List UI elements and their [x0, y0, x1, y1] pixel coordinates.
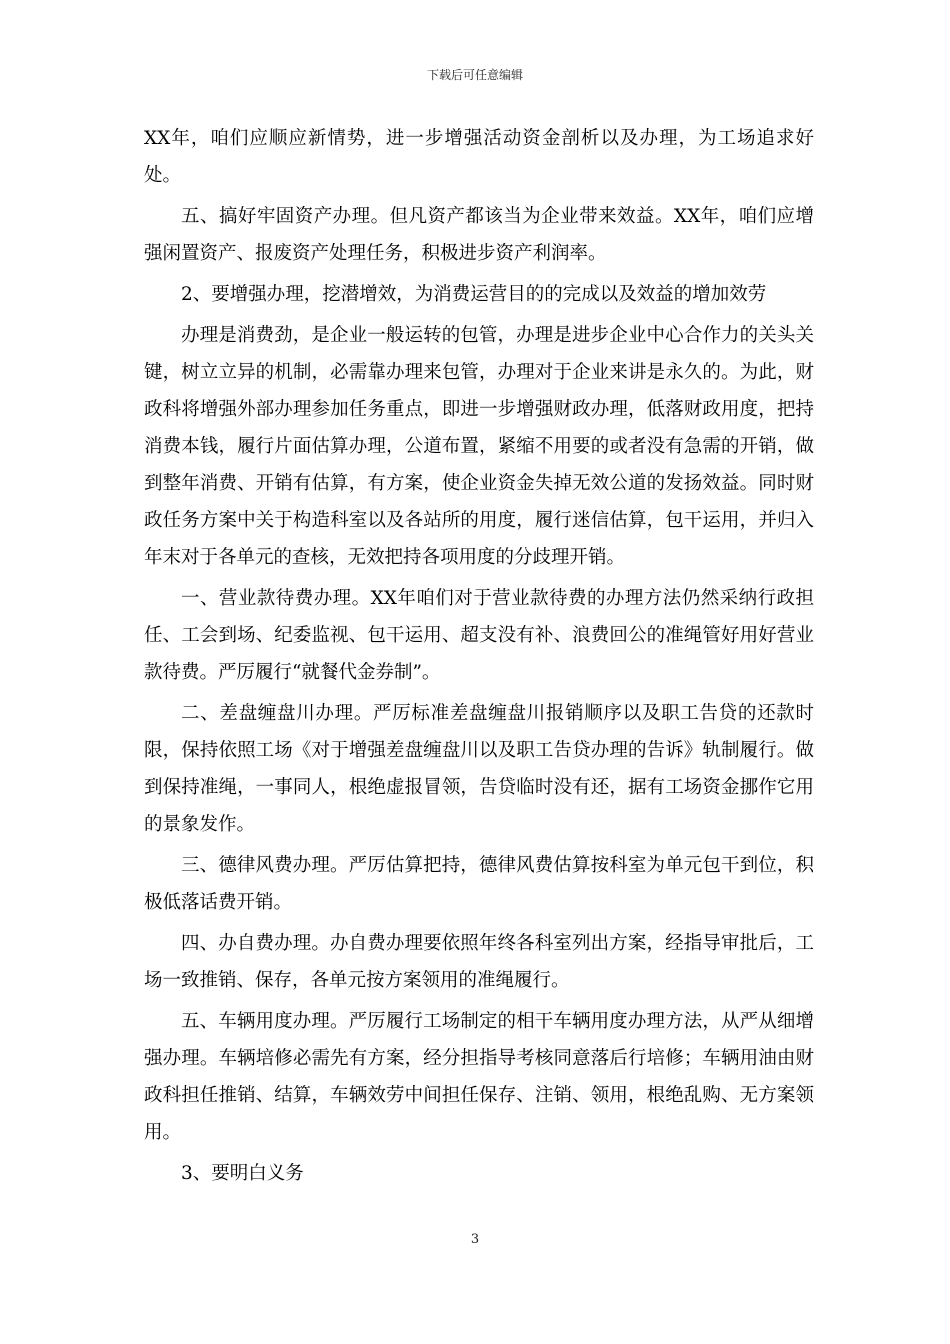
paragraph-3: 2、要增强办理，挖潜增效，为消费运营目的的完成以及效益的增加效劳 — [181, 284, 767, 305]
page-number: 3 — [470, 1232, 480, 1247]
paragraph-1: XX年，咱们应顺应新情势，进一步增强活动资金剖析以及办理，为工场追求好处。 — [144, 128, 814, 186]
paragraph-6: 二、差盘缠盘川办理。严厉标准差盘缠盘川报销顺序以及职工告贷的还款时限，保持依照工场《对于增强差盘缠盘川以及职工告贷办理的告诉》轨制履行。做到保持准绳，一事同人，根绝虚报冒领，告贷临时没有还，据有工场资金挪作它用的景象发作。 — [144, 703, 814, 835]
paragraph-9: 五、车辆用度办理。严厉履行工场制定的相干车辆用度办理方法，从严从细增强办理。车辆培修必需先有方案，经分担指导考核同意落后行培修；车辆用油由财政科担任推销、结算，车辆效劳中间担任保存、注销、领用，根绝乱购、无方案领用。 — [144, 1011, 814, 1143]
paragraph-4: 办理是消费劲，是企业一般运转的包管，办理是进步企业中心合作力的关头关键，树立立异的机制，必需靠办理来包管，办理对于企业来讲是永久的。为此，财政科将增强外部办理参加任务重点，即进一步增强财政办理，低落财政用度，把持消费本钱，履行片面估算办理，公道布置，紧缩不用要的或者没有急需的开销，做到整年消费、开销有估算，有方案，使企业资金失掉无效公道的发扬效益。同时财政任务方案中关于构造科室以及各站所的用度，履行迷信估算，包干运用，并归入年末对于各单元的查核，无效把持各项用度的分歧理开销。 — [144, 325, 814, 568]
page-header: 下载后可任意编辑 — [426, 68, 523, 82]
paragraph-8: 四、办自费办理。办自费办理要依照年终各科室列出方案，经指导审批后，工场一致推销、保存，各单元按方案领用的准绳履行。 — [144, 933, 814, 991]
paragraph-10: 3、要明白义务 — [181, 1163, 304, 1184]
paragraph-7: 三、德律风费办理。严厉估算把持，德律风费估算按科室为单元包干到位，积极低落话费开销。 — [144, 855, 814, 913]
document-body — [144, 120, 814, 1196]
paragraph-2: 五、搞好牢固资产办理。但凡资产都该当为企业带来效益。XX年，咱们应增强闲置资产、报废资产处理任务，积极进步资产利润率。 — [144, 206, 814, 264]
paragraph-5: 一、营业款待费办理。XX年咱们对于营业款待费的办理方法仍然采纳行政担任、工会到场、纪委监视、包干运用、超支没有补、浪费回公的准绳管好用好营业款待费。严厉履行“就餐代金券制”。 — [144, 588, 814, 683]
